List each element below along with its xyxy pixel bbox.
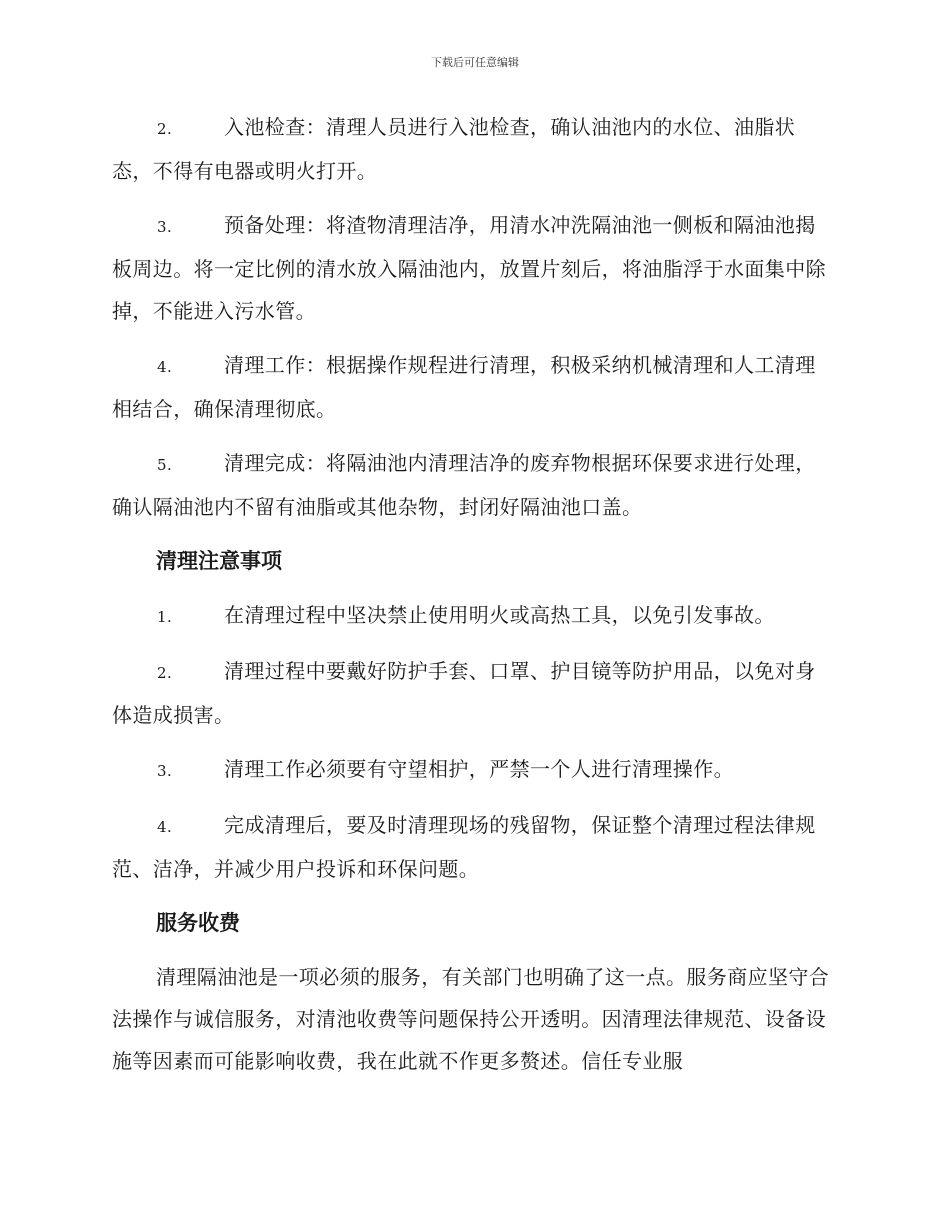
list-item-no-fire <box>112 594 834 638</box>
list-item-prepare <box>112 204 834 332</box>
list-number: 4. <box>157 818 173 836</box>
list-text: 清理过程中要戴好防护手套、口罩、护目镜等防护用品，以免对身体造成损害。 <box>112 659 816 727</box>
page-header: 下载后可任意编辑 <box>431 56 519 69</box>
list-text: 在清理过程中坚决禁止使用明火或高热工具，以免引发事故。 <box>224 603 775 627</box>
list-text: 清理完成：将隔油池内清理洁净的废弃物根据环保要求进行处理，确认隔油池内不留有油脂或其他杂物，封闭好隔油池口盖。 <box>112 451 816 519</box>
section-heading-precautions: 清理注意事项 <box>156 549 282 573</box>
list-text: 完成清理后，要及时清理现场的残留物，保证整个清理过程法律规范、洁净，并减少用户投诉和环保问题。 <box>112 813 816 881</box>
list-number: 4. <box>157 358 173 376</box>
list-number: 3. <box>157 218 173 236</box>
list-text: 清理工作：根据操作规程进行清理，积极采纳机械清理和人工清理相结合，确保清理彻底。 <box>112 353 816 421</box>
list-item-supervision <box>112 748 834 792</box>
list-text: 清理工作必须要有守望相护，严禁一个人进行清理操作。 <box>224 757 734 781</box>
list-item-protection <box>112 650 834 736</box>
list-text: 入池检查：清理人员进行入池检查，确认油池内的水位、油脂状态，不得有电器或明火打开。 <box>112 115 796 183</box>
list-text: 预备处理：将渣物清理洁净，用清水冲洗隔油池一侧板和隔油池揭板周边。将一定比例的清水放入隔油池内，放置片刻后，将油脂浮于水面集中除掉，不能进入污水管。 <box>112 213 826 323</box>
list-item-complete <box>112 442 834 528</box>
list-item-check <box>112 106 834 192</box>
list-item-residue <box>112 804 834 890</box>
list-number: 2. <box>157 120 173 138</box>
list-number: 1. <box>157 608 173 626</box>
paragraph-fees: 清理隔油池是一项必须的服务，有关部门也明确了这一点。服务商应坚守合法操作与诚信服务，对清池收费等问题保持公开透明。因清理法律规范、设备设施等因素而可能影响收费，我在此就不作更多赘述。信任专业服 <box>112 965 830 1073</box>
list-number: 2. <box>157 664 173 682</box>
section-heading-fees: 服务收费 <box>156 911 240 935</box>
list-item-cleaning <box>112 344 834 430</box>
list-number: 5. <box>157 456 173 474</box>
document-body <box>112 106 834 1094</box>
list-number: 3. <box>157 762 173 780</box>
